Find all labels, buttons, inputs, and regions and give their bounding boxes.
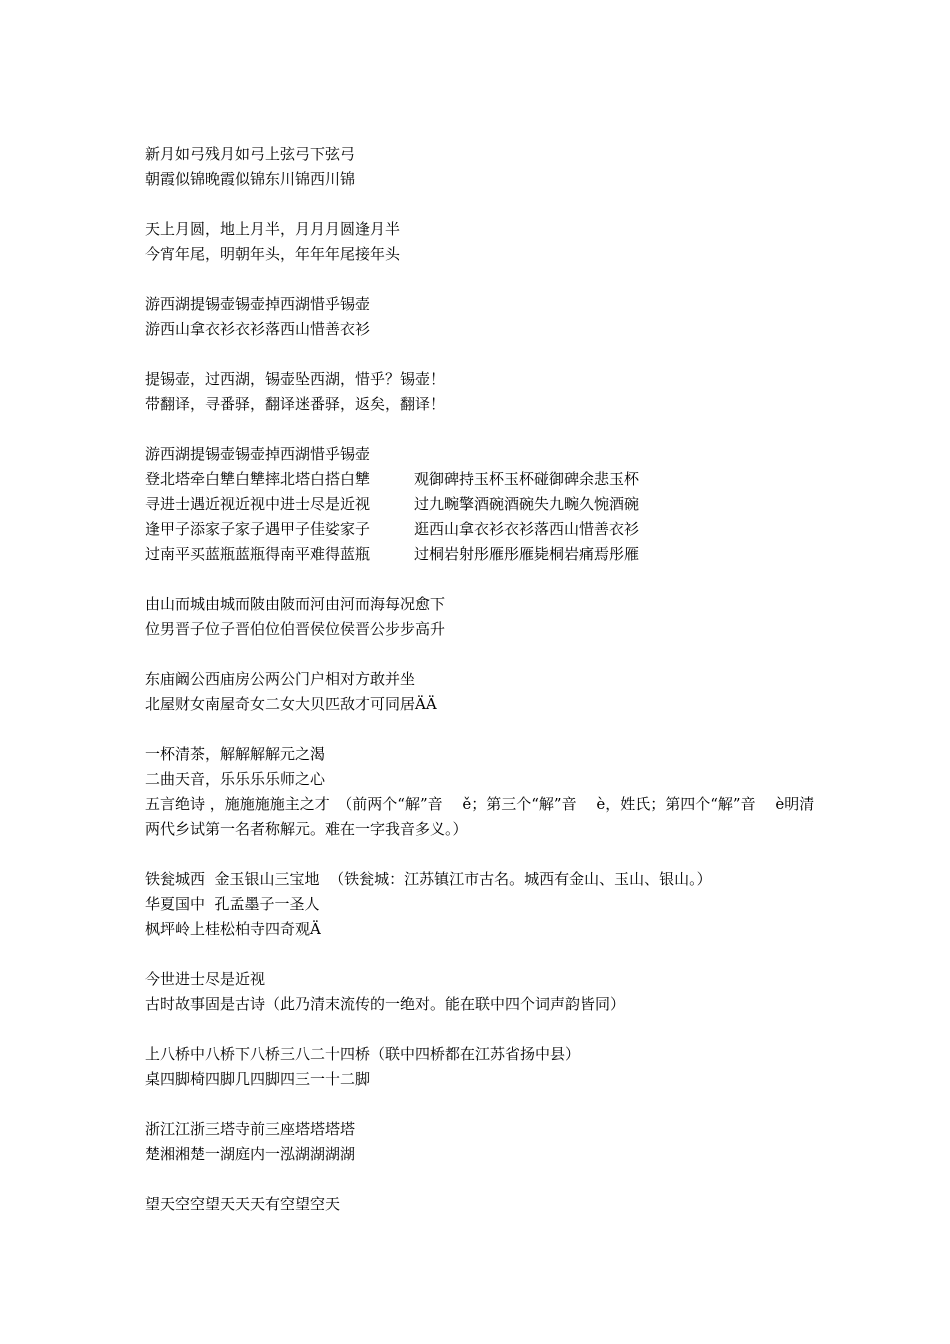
couplet-group-7 [145,667,820,717]
text-line: 游西山拿衣衫衣衫落西山惜善衣衫 [145,320,371,338]
row-left-text: 寻进士遇近视近视中进士尽是近视 [145,495,371,513]
text-line: 天上月圆，地上月半，月月月圆逢月半 [145,220,401,238]
couplet-group-3 [145,292,820,342]
text-line: 古时故事固是古诗（此乃清末流传的一绝对。能在联中四个词声韵皆同） [145,995,626,1013]
text-line: 今宵年尾，明朝年头，年年年尾接年头 [145,245,401,263]
annotated-paragraph: 五言绝诗 ，施施施施主之才 （前两个“解”音 ě；第三个“解”音 è，姓氏；第四个“解”音 è明清两代乡试第一名者称解元。难在一字我音多义。） [145,795,815,838]
row-right-text: 过九畹擎酒碗酒碗失九畹久惋酒碗 [414,495,640,513]
text-line: 一杯清茶，解解解解元之渴 [145,745,326,763]
row-right-text: 过桐岩射彤雁彤雁毙桐岩痛焉彤雁 [414,545,640,563]
couplet-group-6 [145,592,820,642]
text-line: 位男晋子位子晋伯位伯晋侯位侯晋公步步高升 [145,620,446,638]
couplet-group-10 [145,967,820,1017]
text-line: 二曲天音，乐乐乐乐师之心 [145,770,326,788]
couplet-group-5 [145,442,820,567]
couplet-text-body [145,142,820,1217]
text-line: 提锡壶，过西湖，锡壶坠西湖，惜乎？锡壶！ [145,370,446,388]
two-column-row [145,517,820,542]
text-line: 北屋财女南屋奇女二女大贝匹敌才可同居ÄÄ [145,695,437,713]
text-line: 新月如弓残月如弓上弦弓下弦弓 [145,145,356,163]
text-line: 楚湘湘楚一湖庭内一泓湖湖湖湖 [145,1145,356,1163]
text-line: 铁瓮城西 金玉银山三宝地 （铁瓮城：江苏镇江市古名。城西有金山、玉山、银山。） [145,870,712,888]
couplet-group-2 [145,217,820,267]
couplet-group-4 [145,367,820,417]
text-line: 浙江江浙三塔寺前三座塔塔塔塔 [145,1120,356,1138]
row-left-text: 逢甲子添家子家子遇甲子佳娑家子 [145,520,371,538]
two-column-row [145,492,820,517]
couplet-group-9 [145,867,820,942]
row-right-text: 观御碑持玉杯玉杯碰御碑余悲玉杯 [414,470,640,488]
text-line: 由山而城由城而陂由陂而河由河而海每况愈下 [145,595,446,613]
text-line: 今世进士尽是近视 [145,970,266,988]
couplet-group-11 [145,1042,820,1092]
row-left-text: 登北塔牵白犨白犨摔北塔白搭白犨 [145,470,371,488]
text-line: 带翻译，寻番驿，翻译迷番驿，返矣，翻译！ [145,395,446,413]
text-line: 桌四脚椅四脚几四脚四三一十二脚 [145,1070,371,1088]
text-line: 东庙阚公西庙房公两公门户相对方敢并坐 [145,670,416,688]
text-line: 望天空空望天天天有空望空天 [145,1195,341,1213]
row-right-text: 逛西山拿衣衫衣衫落西山惜善衣衫 [414,520,640,538]
couplet-group-12 [145,1117,820,1167]
text-line: 上八桥中八桥下八桥三八二十四桥（联中四桥都在江苏省扬中县） [145,1045,581,1063]
row-left-text: 过南平买蓝瓶蓝瓶得南平难得蓝瓶 [145,545,371,563]
text-line: 游西湖提锡壶锡壶掉西湖惜乎锡壶 [145,295,371,313]
couplet-group-8 [145,742,820,842]
two-column-row [145,467,820,492]
two-column-row [145,542,820,567]
text-line: 华夏国中 孔孟墨子一圣人 [145,895,320,913]
text-line: 朝霞似锦晚霞似锦东川锦西川锦 [145,170,356,188]
couplet-group-13 [145,1192,820,1217]
text-line: 枫坪岭上桂松柏寺四奇观Ä [145,920,321,938]
text-line: 游西湖提锡壶锡壶掉西湖惜乎锡壶 [145,445,371,463]
couplet-group-1 [145,142,820,192]
